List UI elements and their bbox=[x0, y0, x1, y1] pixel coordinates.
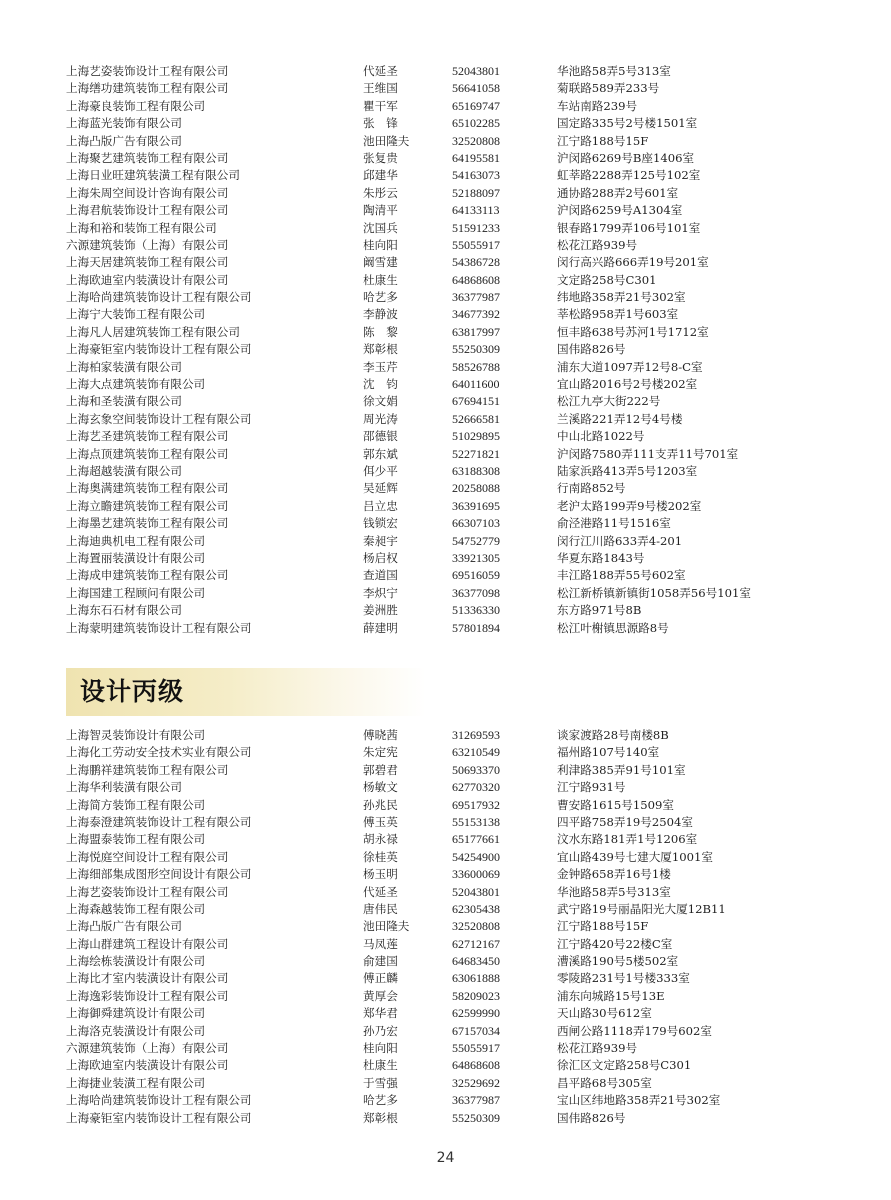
phone-number: 64868608 bbox=[452, 1058, 500, 1073]
company-name: 上海东石石材有限公司 bbox=[66, 603, 182, 618]
table-row bbox=[66, 480, 846, 497]
phone-number: 32520808 bbox=[452, 133, 500, 148]
company-name: 上海御舜建筑设计有限公司 bbox=[66, 1006, 206, 1021]
table-row bbox=[66, 1005, 846, 1022]
table-row bbox=[66, 463, 846, 480]
table-row bbox=[66, 1023, 846, 1040]
contact-person: 郑彰根 bbox=[363, 342, 398, 357]
contact-person: 李玉芹 bbox=[363, 359, 398, 374]
contact-person: 杨玉明 bbox=[363, 867, 398, 882]
company-name: 上海哈尚建筑装饰设计工程有限公司 bbox=[66, 1093, 252, 1108]
phone-number: 56641058 bbox=[452, 81, 500, 96]
address: 华夏东路1843号 bbox=[557, 550, 645, 565]
phone-number: 66307103 bbox=[452, 516, 500, 531]
contact-person: 杜康生 bbox=[363, 1058, 398, 1073]
company-name: 上海化工劳动安全技术实业有限公司 bbox=[66, 745, 252, 760]
phone-number: 62712167 bbox=[452, 936, 500, 951]
address: 四平路758弄19号2504室 bbox=[557, 814, 693, 829]
address: 虹莘路2288弄125号102室 bbox=[557, 168, 701, 183]
phone-number: 64683450 bbox=[452, 954, 500, 969]
table-row bbox=[66, 550, 846, 567]
contact-person: 于雪强 bbox=[363, 1075, 398, 1090]
company-name: 上海君航装饰设计工程有限公司 bbox=[66, 203, 229, 218]
contact-person: 哈艺多 bbox=[363, 290, 398, 305]
address: 松花江路939号 bbox=[557, 1041, 638, 1056]
company-name: 上海悦庭空间设计工程有限公司 bbox=[66, 849, 229, 864]
phone-number: 50693370 bbox=[452, 762, 500, 777]
company-name: 上海洛克装潢设计有限公司 bbox=[66, 1023, 206, 1038]
company-name: 上海凡人居建筑装饰工程有限公司 bbox=[66, 324, 240, 339]
phone-number: 32529692 bbox=[452, 1075, 500, 1090]
contact-person: 池田隆夫 bbox=[363, 133, 410, 148]
address: 金钟路658弄16号1楼 bbox=[557, 867, 671, 882]
address: 兰溪路221弄12号4号楼 bbox=[557, 411, 683, 426]
table-row bbox=[66, 585, 846, 602]
phone-number: 54752779 bbox=[452, 533, 500, 548]
contact-person: 薛建明 bbox=[363, 620, 398, 635]
address: 闵行高兴路666弄19号201室 bbox=[557, 255, 709, 270]
company-name: 上海玄象空间装饰设计工程有限公司 bbox=[66, 411, 252, 426]
phone-number: 55055917 bbox=[452, 237, 500, 252]
table-row bbox=[66, 797, 846, 814]
contact-person: 吴延辉 bbox=[363, 481, 398, 496]
contact-person: 李静波 bbox=[363, 307, 398, 322]
contact-person: 邱建华 bbox=[363, 168, 398, 183]
address: 纬地路358弄21号302室 bbox=[557, 290, 686, 305]
phone-number: 67694151 bbox=[452, 394, 500, 409]
company-name: 上海泰澄建筑装饰设计工程有限公司 bbox=[66, 814, 252, 829]
company-name: 上海豪良装饰工程有限公司 bbox=[66, 98, 206, 113]
address: 国伟路826号 bbox=[557, 1110, 626, 1125]
contact-person: 张复贵 bbox=[363, 150, 398, 165]
table-row bbox=[66, 428, 846, 445]
address: 车站南路239号 bbox=[557, 98, 638, 113]
phone-number: 52043801 bbox=[452, 64, 500, 78]
table-row bbox=[66, 970, 846, 987]
phone-number: 64011600 bbox=[452, 377, 500, 392]
table-row bbox=[66, 988, 846, 1005]
address: 浦东大道1097弄12号8-C室 bbox=[557, 359, 703, 374]
table-row bbox=[66, 533, 846, 550]
company-name: 上海国建工程顾问有限公司 bbox=[66, 585, 206, 600]
address: 西闸公路1118弄179号602室 bbox=[557, 1023, 712, 1038]
phone-number: 54163073 bbox=[452, 168, 500, 183]
phone-number: 51029895 bbox=[452, 429, 500, 444]
company-name: 上海豪钜室内装饰设计工程有限公司 bbox=[66, 342, 252, 357]
table-row bbox=[66, 220, 846, 237]
contact-person: 郭东斌 bbox=[363, 446, 398, 461]
address: 昌平路68号305室 bbox=[557, 1075, 652, 1090]
table-row bbox=[66, 167, 846, 184]
phone-number: 64133113 bbox=[452, 203, 500, 218]
table-row bbox=[66, 498, 846, 515]
table-row bbox=[66, 866, 846, 883]
table-row bbox=[66, 762, 846, 779]
phone-number: 69516059 bbox=[452, 568, 500, 583]
company-name: 上海立瞻建筑装饰工程有限公司 bbox=[66, 498, 229, 513]
phone-number: 55153138 bbox=[452, 814, 500, 829]
table-row bbox=[66, 359, 846, 376]
company-name: 上海柏家装潢有限公司 bbox=[66, 359, 182, 374]
phone-number: 64868608 bbox=[452, 272, 500, 287]
address: 沪闵路6259号A1304室 bbox=[557, 203, 683, 218]
company-name: 上海点顶建筑装饰工程有限公司 bbox=[66, 446, 229, 461]
phone-number: 55250309 bbox=[452, 1110, 500, 1125]
contact-person: 陶清平 bbox=[363, 203, 398, 218]
contact-person: 王维国 bbox=[363, 81, 398, 96]
phone-number: 63210549 bbox=[452, 745, 500, 760]
address: 江宁路931号 bbox=[557, 780, 626, 795]
phone-number: 36377987 bbox=[452, 1093, 500, 1108]
contact-person: 杨启权 bbox=[363, 550, 398, 565]
table-row bbox=[66, 185, 846, 202]
address: 浦东向城路15号13E bbox=[557, 988, 665, 1003]
table-row bbox=[66, 884, 846, 901]
contact-person: 唐伟民 bbox=[363, 901, 398, 916]
company-name: 上海山群建筑工程设计有限公司 bbox=[66, 936, 229, 951]
phone-number: 51591233 bbox=[452, 220, 500, 235]
table-row bbox=[66, 831, 846, 848]
phone-number: 58526788 bbox=[452, 359, 500, 374]
address: 菊联路589弄233号 bbox=[557, 81, 660, 96]
table-row bbox=[66, 918, 846, 935]
table-row bbox=[66, 1075, 846, 1092]
phone-number: 36377987 bbox=[452, 290, 500, 305]
phone-number: 51336330 bbox=[452, 603, 500, 618]
address: 华池路58弄5号313室 bbox=[557, 64, 671, 78]
table-row bbox=[66, 202, 846, 219]
phone-number: 33921305 bbox=[452, 550, 500, 565]
contact-person: 周光涛 bbox=[363, 411, 398, 426]
contact-person: 朱彤云 bbox=[363, 185, 398, 200]
company-name: 上海蓝光装饰有限公司 bbox=[66, 116, 182, 131]
company-name: 上海日业旺建筑装潢工程有限公司 bbox=[66, 168, 240, 183]
address: 国伟路826号 bbox=[557, 342, 626, 357]
address: 武宁路19号丽晶阳光大厦12B11 bbox=[557, 901, 726, 916]
address: 谈家渡路28号南楼8B bbox=[557, 728, 669, 742]
phone-number: 55250309 bbox=[452, 342, 500, 357]
contact-person: 哈艺多 bbox=[363, 1093, 398, 1108]
company-name: 上海森越装饰工程有限公司 bbox=[66, 901, 206, 916]
contact-person: 杨敏文 bbox=[363, 780, 398, 795]
contact-person: 张 锋 bbox=[363, 116, 398, 131]
address: 通协路288弄2号601室 bbox=[557, 185, 679, 200]
company-name: 上海捷业装潢工程有限公司 bbox=[66, 1075, 206, 1090]
address: 丰江路188弄55号602室 bbox=[557, 568, 686, 583]
company-name: 上海置丽装潢设计有限公司 bbox=[66, 550, 206, 565]
address: 江宁路188号15F bbox=[557, 133, 649, 148]
address: 松花江路939号 bbox=[557, 237, 638, 252]
table-row bbox=[66, 602, 846, 619]
phone-number: 65102285 bbox=[452, 116, 500, 131]
address: 天山路30号612室 bbox=[557, 1006, 652, 1021]
contact-person: 傅正麟 bbox=[363, 971, 398, 986]
table-row bbox=[66, 98, 846, 115]
phone-number: 65177661 bbox=[452, 832, 500, 847]
table-row bbox=[66, 567, 846, 584]
company-name: 六源建筑装饰（上海）有限公司 bbox=[66, 1041, 229, 1056]
contact-person: 郑华君 bbox=[363, 1006, 398, 1021]
address: 沪闵路6269号B座1406室 bbox=[557, 150, 695, 165]
address: 松江叶榭镇思源路8号 bbox=[557, 620, 669, 635]
phone-number: 36377098 bbox=[452, 585, 500, 600]
address: 徐汇区文定路258号C301 bbox=[557, 1058, 692, 1073]
contact-person: 郭碧君 bbox=[363, 762, 398, 777]
company-name: 上海智灵装饰设计有限公司 bbox=[66, 728, 206, 742]
contact-person: 胡永禄 bbox=[363, 832, 398, 847]
company-name: 上海奥满建筑装饰工程有限公司 bbox=[66, 481, 229, 496]
table-row bbox=[66, 150, 846, 167]
contact-person: 桂向阳 bbox=[363, 1041, 398, 1056]
company-name: 上海艺圣建筑装饰工程有限公司 bbox=[66, 429, 229, 444]
address: 闵行江川路633弄4-201 bbox=[557, 533, 683, 548]
phone-number: 64195581 bbox=[452, 150, 500, 165]
phone-number: 55055917 bbox=[452, 1041, 500, 1056]
table-row bbox=[66, 727, 846, 744]
company-name: 上海墨艺建筑装饰工程有限公司 bbox=[66, 516, 229, 531]
company-name: 上海华利装潢有限公司 bbox=[66, 780, 182, 795]
address: 银春路1799弄106号101室 bbox=[557, 220, 701, 235]
contact-person: 桂向阳 bbox=[363, 237, 398, 252]
table-row bbox=[66, 779, 846, 796]
address: 陆家浜路413弄5号1203室 bbox=[557, 463, 698, 478]
table-row bbox=[66, 953, 846, 970]
contact-person: 秦昶宇 bbox=[363, 533, 398, 548]
address: 利津路385弄91号101室 bbox=[557, 762, 686, 777]
table-row bbox=[66, 515, 846, 532]
section-title: 设计丙级 bbox=[80, 677, 185, 706]
phone-number: 52043801 bbox=[452, 884, 500, 899]
phone-number: 62599990 bbox=[452, 1006, 500, 1021]
contact-person: 孙乃宏 bbox=[363, 1023, 398, 1038]
phone-number: 65169747 bbox=[452, 98, 500, 113]
company-name: 上海凸版广告有限公司 bbox=[66, 133, 182, 148]
address: 行南路852号 bbox=[557, 481, 626, 496]
company-name: 上海简方装饰工程有限公司 bbox=[66, 797, 206, 812]
phone-number: 63061888 bbox=[452, 971, 500, 986]
phone-number: 34677392 bbox=[452, 307, 500, 322]
table-row bbox=[66, 411, 846, 428]
table-row bbox=[66, 133, 846, 150]
table-row bbox=[66, 814, 846, 831]
contact-person: 徐文娟 bbox=[363, 394, 398, 409]
table-row bbox=[66, 324, 846, 341]
contact-person: 沈国兵 bbox=[363, 220, 398, 235]
table-row bbox=[66, 620, 846, 637]
company-name: 上海成申建筑装饰工程有限公司 bbox=[66, 568, 229, 583]
phone-number: 36391695 bbox=[452, 498, 500, 513]
company-name: 上海欧迪室内装潢设计有限公司 bbox=[66, 272, 229, 287]
address: 国定路335号2号楼1501室 bbox=[557, 116, 698, 131]
contact-person: 代延圣 bbox=[363, 884, 398, 899]
table-row bbox=[66, 1092, 846, 1109]
table-row bbox=[66, 376, 846, 393]
address: 中山北路1022号 bbox=[557, 429, 645, 444]
address: 江宁路188号15F bbox=[557, 919, 649, 934]
table-row bbox=[66, 901, 846, 918]
company-name: 上海绘栋装潢设计有限公司 bbox=[66, 954, 206, 969]
table-row bbox=[66, 272, 846, 289]
contact-person: 阚雪建 bbox=[363, 255, 398, 270]
phone-number: 31269593 bbox=[452, 728, 500, 742]
phone-number: 62305438 bbox=[452, 901, 500, 916]
contact-person: 邵德银 bbox=[363, 429, 398, 444]
table-row bbox=[66, 446, 846, 463]
company-name: 上海缮功建筑装饰工程有限公司 bbox=[66, 81, 229, 96]
table-row bbox=[66, 1057, 846, 1074]
company-name: 上海凸版广告有限公司 bbox=[66, 919, 182, 934]
table-row bbox=[66, 63, 846, 80]
phone-number: 33600069 bbox=[452, 867, 500, 882]
address: 零陵路231号1号楼333室 bbox=[557, 971, 690, 986]
phone-number: 58209023 bbox=[452, 988, 500, 1003]
company-name: 上海欧迪室内装潢设计有限公司 bbox=[66, 1058, 229, 1073]
table-row bbox=[66, 936, 846, 953]
phone-number: 20258088 bbox=[452, 481, 500, 496]
address: 文定路258号C301 bbox=[557, 272, 657, 287]
table-row bbox=[66, 115, 846, 132]
company-name: 上海细部集成图形空间设计有限公司 bbox=[66, 867, 252, 882]
company-name: 上海盟泰装饰工程有限公司 bbox=[66, 832, 206, 847]
company-name: 上海艺姿装饰设计工程有限公司 bbox=[66, 884, 229, 899]
section-header-band bbox=[66, 668, 426, 716]
company-name: 上海朱周空间设计咨询有限公司 bbox=[66, 185, 229, 200]
table-row bbox=[66, 849, 846, 866]
company-name: 六源建筑装饰（上海）有限公司 bbox=[66, 237, 229, 252]
company-name: 上海大点建筑装饰有限公司 bbox=[66, 377, 206, 392]
table-row bbox=[66, 341, 846, 358]
contact-person: 沈 钧 bbox=[363, 377, 398, 392]
address: 俞泾港路11号1516室 bbox=[557, 516, 671, 531]
address: 莘松路958弄1号603室 bbox=[557, 307, 679, 322]
phone-number: 52271821 bbox=[452, 446, 500, 461]
phone-number: 57801894 bbox=[452, 620, 500, 635]
table-row bbox=[66, 254, 846, 271]
company-name: 上海艺姿装饰设计工程有限公司 bbox=[66, 64, 229, 78]
contact-person: 钱锁宏 bbox=[363, 516, 398, 531]
address: 沪闵路7580弄111支弄11号701室 bbox=[557, 446, 739, 461]
contact-person: 徐桂英 bbox=[363, 849, 398, 864]
phone-number: 63188308 bbox=[452, 463, 500, 478]
address: 松江新桥镇新镇街1058弄56号101室 bbox=[557, 585, 751, 600]
company-name: 上海和裕和装饰工程有限公司 bbox=[66, 220, 217, 235]
company-name: 上海逸彩装饰设计工程有限公司 bbox=[66, 988, 229, 1003]
contact-person: 陈 黎 bbox=[363, 324, 398, 339]
company-list-top bbox=[66, 63, 846, 637]
address: 宝山区纬地路358弄21号302室 bbox=[557, 1093, 721, 1108]
contact-person: 朱定宪 bbox=[363, 745, 398, 760]
company-name: 上海天居建筑装饰工程有限公司 bbox=[66, 255, 229, 270]
phone-number: 69517932 bbox=[452, 797, 500, 812]
company-name: 上海宁大装饰工程有限公司 bbox=[66, 307, 206, 322]
contact-person: 孙兆民 bbox=[363, 797, 398, 812]
table-row bbox=[66, 1110, 846, 1127]
table-row bbox=[66, 393, 846, 410]
company-name: 上海迪典机电工程有限公司 bbox=[66, 533, 206, 548]
phone-number: 67157034 bbox=[452, 1023, 500, 1038]
address: 东方路971号8B bbox=[557, 603, 642, 618]
phone-number: 54386728 bbox=[452, 255, 500, 270]
contact-person: 姜洲胜 bbox=[363, 603, 398, 618]
company-name: 上海和圣装潢有限公司 bbox=[66, 394, 182, 409]
contact-person: 查道国 bbox=[363, 568, 398, 583]
address: 漕溪路190号5楼502室 bbox=[557, 954, 679, 969]
company-name: 上海哈尚建筑装饰设计工程有限公司 bbox=[66, 290, 252, 305]
page-number: 24 bbox=[436, 1150, 455, 1166]
company-name: 上海蒙明建筑装饰设计工程有限公司 bbox=[66, 620, 252, 635]
table-row bbox=[66, 1040, 846, 1057]
phone-number: 54254900 bbox=[452, 849, 500, 864]
contact-person: 杜康生 bbox=[363, 272, 398, 287]
contact-person: 郑彰根 bbox=[363, 1110, 398, 1125]
address: 汶水东路181弄1号1206室 bbox=[557, 832, 698, 847]
table-row bbox=[66, 306, 846, 323]
table-row bbox=[66, 80, 846, 97]
address: 老沪太路199弄9号楼202室 bbox=[557, 498, 702, 513]
contact-person: 傅晓茜 bbox=[363, 728, 398, 742]
contact-person: 代延圣 bbox=[363, 64, 398, 78]
phone-number: 52188097 bbox=[452, 185, 500, 200]
contact-person: 佴少平 bbox=[363, 463, 398, 478]
address: 恒丰路638号苏河1号1712室 bbox=[557, 324, 709, 339]
contact-person: 俞建国 bbox=[363, 954, 398, 969]
phone-number: 52666581 bbox=[452, 411, 500, 426]
address: 宜山路439号七建大厦1001室 bbox=[557, 849, 713, 864]
company-name: 上海比才室内装潢设计有限公司 bbox=[66, 971, 229, 986]
address: 宜山路2016号2号楼202室 bbox=[557, 377, 698, 392]
contact-person: 吕立忠 bbox=[363, 498, 398, 513]
contact-person: 李炽宁 bbox=[363, 585, 398, 600]
contact-person: 马凤莲 bbox=[363, 936, 398, 951]
contact-person: 池田隆夫 bbox=[363, 919, 410, 934]
contact-person: 瞿干军 bbox=[363, 98, 398, 113]
address: 福州路107号140室 bbox=[557, 745, 660, 760]
address: 松江九亭大街222号 bbox=[557, 394, 661, 409]
table-row bbox=[66, 744, 846, 761]
phone-number: 63817997 bbox=[452, 324, 500, 339]
company-name: 上海聚艺建筑装饰工程有限公司 bbox=[66, 150, 229, 165]
company-list-grade-c bbox=[66, 727, 846, 1127]
table-row bbox=[66, 289, 846, 306]
company-name: 上海鹏祥建筑装饰工程有限公司 bbox=[66, 762, 229, 777]
address: 江宁路420号22楼C室 bbox=[557, 936, 673, 951]
table-row bbox=[66, 237, 846, 254]
phone-number: 32520808 bbox=[452, 919, 500, 934]
company-name: 上海豪钜室内装饰设计工程有限公司 bbox=[66, 1110, 252, 1125]
address: 华池路58弄5号313室 bbox=[557, 884, 671, 899]
contact-person: 黄厚会 bbox=[363, 988, 398, 1003]
address: 曹安路1615号1509室 bbox=[557, 797, 674, 812]
phone-number: 62770320 bbox=[452, 780, 500, 795]
company-name: 上海超越装潢有限公司 bbox=[66, 463, 182, 478]
contact-person: 傅玉英 bbox=[363, 814, 398, 829]
